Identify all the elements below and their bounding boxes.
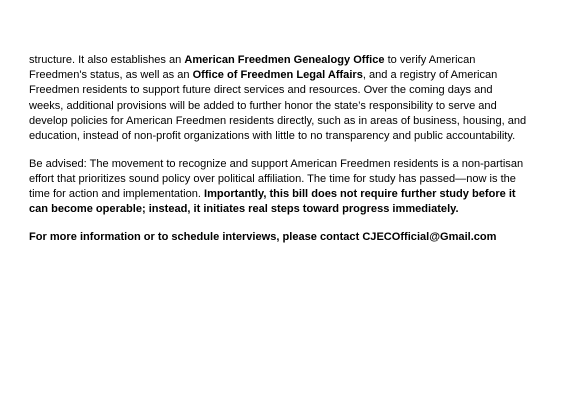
- genealogy-office-name: American Freedmen Genealogy Office: [184, 54, 385, 66]
- paragraph-text: Be advised: The movement to recognize and support American Freedmen residents is a non-partisan effort that prioritizes sound policy over political affiliation. The time for study has passed—now is the time for action and implementation.: [29, 157, 524, 201]
- paragraph-be-advised: [29, 157, 529, 218]
- paragraph-contact-information: [29, 230, 529, 245]
- paragraph-text: structure. It also establishes an: [29, 54, 185, 66]
- bill-emphasis-text: Importantly, this bill does not require further study before it can become operable; instead, it initiates real steps toward progress immediately.: [29, 188, 516, 216]
- contact-text: For more information or to schedule interviews, please contact CJECOfficial@Gmail.com: [29, 231, 497, 244]
- paragraph-text: to verify American Freedmen's status, as well as an: [29, 54, 476, 82]
- paragraph-genealogy-office: [29, 53, 529, 144]
- document-body: [29, 53, 529, 258]
- legal-affairs-office-name: Office of Freedmen Legal Affairs: [192, 69, 363, 82]
- paragraph-text: , and a registry of American Freedmen residents to support future direct services and resources. Over the coming days and weeks, additional provisions will be added to further honor the state’s responsibility to serve and develop policies for American Freedmen residents directly, such as in areas of business, housing, and education, instead of non-profit organizations with little to no transparency and public accountability.: [29, 69, 527, 143]
